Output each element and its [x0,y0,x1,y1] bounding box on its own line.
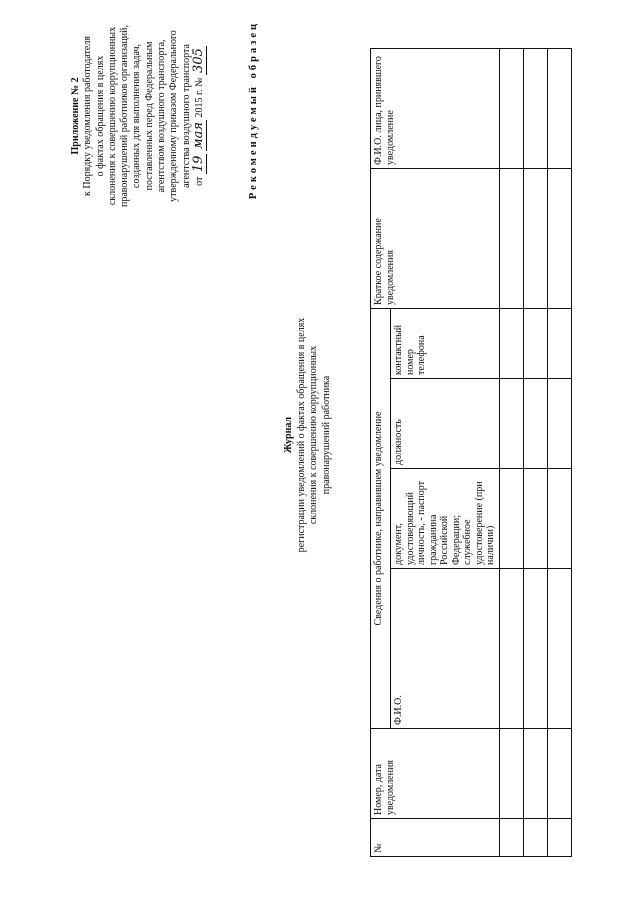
appendix-line: созданных для выполнения задач, [131,43,143,189]
appendix-line: поставленных перед Федеральным [143,41,155,191]
handwritten-month: мая [190,121,206,150]
header-receiver: Ф.И.О. лица, принявшего уведомление [371,48,500,168]
table-cell [499,48,523,168]
appendix-title: Приложение № 2 [70,77,81,155]
header-summary: Краткое содержание уведомления [371,168,500,308]
header-worker-info: Сведения о работнике, направившем уведомление [371,308,391,728]
table-cell [523,819,547,857]
appendix-line: агентством воздушного транспорта, [156,39,168,193]
table-cell [523,308,547,378]
journal-line: правонарушений работника [320,375,332,495]
table-cell [499,819,523,857]
table-cell [547,469,571,569]
header-fio: Ф.И.О. [391,569,500,729]
table-cell [523,469,547,569]
header-position: должность [391,379,500,469]
appendix-line: к Порядку уведомления работодателя [82,36,94,196]
table-cell [499,168,523,308]
table-cell [547,48,571,168]
table-cell [547,729,571,819]
table-cell [499,569,523,729]
journal-line: регистрации уведомлений о фактах обращения в целях [295,317,307,553]
table-cell [523,48,547,168]
table-cell [523,729,547,819]
journal-line: склонения к совершению коррупционных [308,345,319,525]
handwritten-order-number: 305 [190,48,206,73]
appendix-line: правонарушений работников организаций, [119,24,131,208]
table-cell [523,569,547,729]
appendix-line: утвержденному приказом Федерального [168,30,180,202]
table-cell [547,569,571,729]
handwritten-day: 19 [190,155,206,173]
table-cell [547,379,571,469]
recommended-sample-label: Рекомендуемый образец [248,20,259,200]
table-cell [523,379,547,469]
header-phone: контактный номер телефона [391,308,500,378]
journal-heading [283,275,333,595]
date-prefix: от [193,176,205,186]
header-number-date: Номер, дата уведомления [371,729,500,819]
header-num: № [371,819,500,857]
table-cell [547,168,571,308]
date-year: 2015 г. № [193,77,205,118]
appendix-date-line [190,7,206,225]
register-table [370,48,572,857]
appendix-block [70,7,206,225]
table-cell [499,308,523,378]
table-cell [499,379,523,469]
journal-title: Журнал [283,416,294,454]
table-cell [547,819,571,857]
appendix-line: склонения к совершению коррупционных [106,26,118,206]
table-header-row [371,48,391,856]
table-row [499,48,523,856]
table-cell [547,308,571,378]
table-cell [499,469,523,569]
appendix-line: о фактах обращения в целях [94,55,106,177]
header-document: документ, удостоверяющий личность, - паспорт гражданина Российской Федерации; служебное удостоверение (при наличии) [391,469,500,569]
table-row [523,48,547,856]
table-cell [523,168,547,308]
table-cell [499,729,523,819]
appendix-line: агентства воздушного транспорта [180,44,192,188]
table-row [547,48,571,856]
